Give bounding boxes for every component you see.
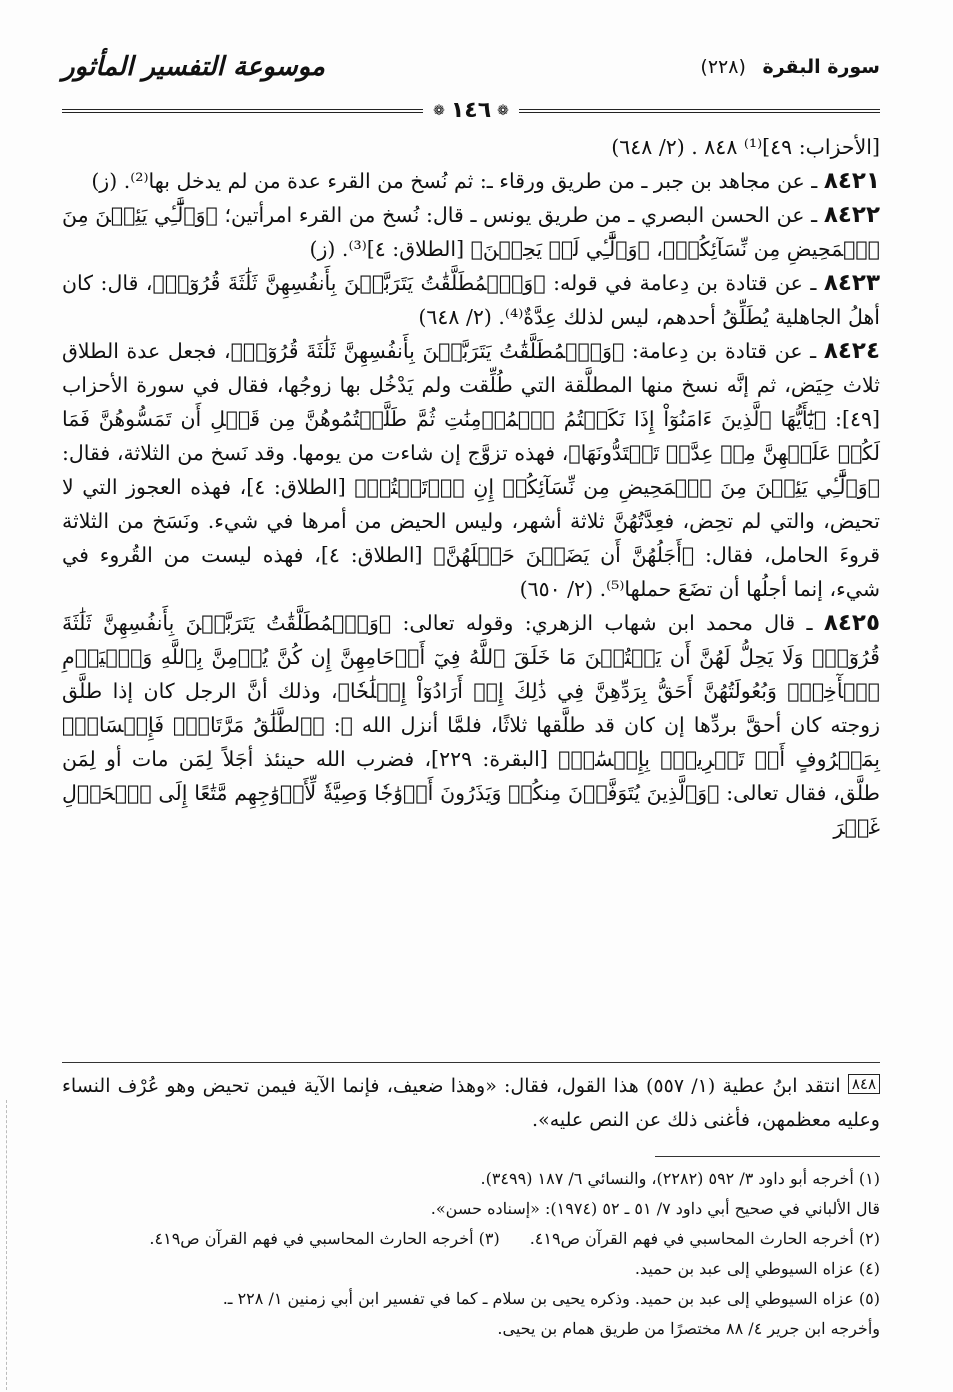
page-number-box	[423, 98, 519, 123]
footnote-5-cont: وأخرجه ابن جرير ٤/ ٨٨ مختصرًا من طريق همام بن يحيى.	[497, 1319, 880, 1338]
entry-number: ٨٤٢٣	[823, 270, 880, 296]
entry-text: ـ قال محمد ابن شهاب الزهري: وقوله تعالى: ﴿وَٱلۡمُطَلَّقَٰتُ يَتَرَبَّصۡنَ بِأَنفُسِهِنَّ ثَلَٰثَةَ قُرُوٓءٖۚ وَلَا يَحِلُّ لَهُنَّ أَن يَكۡتُمۡنَ مَا خَلَقَ ٱللَّهُ فِيٓ أَرۡحَامِهِنَّ إِن كُنَّ يُؤۡمِنَّ بِٱللَّهِ وَٱلۡيَوۡمِ ٱلۡأٓخِرِۚ وَبُعُولَتُهُنَّ أَحَقُّ بِرَدِّهِنَّ فِي ذَٰلِكَ إِنۡ أَرَادُوٓاْ إِصۡلَٰحٗا﴾، وذلك أنَّ الرجل كان إذا طلَّق زوجته كان أحقَّ بردِّها إن كان قد طلَّقها ثلاثًا، فلمَّا أنزل الله ﷻ: ﴿ٱلطَّلَٰقُ مَرَّتَانِۖ فَإِمۡسَاكُۢ بِمَعۡرُوفٍ أَوۡ تَسۡرِيحُۢ بِإِحۡسَٰنٖ﴾ [البقرة: ٢٢٩]، فضرب الله حينئذ أجَلاً لِمَن مات أو لِمَن طلَّق، فقال تعالى: ﴿وَٱلَّذِينَ يُتَوَفَّوۡنَ مِنكُمۡ وَيَذَرُونَ أَزۡوَٰجٗا وَصِيَّةٗ لِّأَزۡوَٰجِهِم مَّتَٰعًا إِلَى ٱلۡحَوۡلِ غَيۡرَ	[62, 611, 880, 839]
rule-line-left	[62, 109, 423, 113]
footnote-pair	[62, 1224, 880, 1254]
entry-number: ٨٤٢٤	[823, 338, 880, 364]
entry-8424	[62, 334, 880, 606]
scan-edge	[6, 1100, 8, 1390]
top-line: [الأحزاب: ٤٩]⁽¹⁾ ٨٤٨ . (٢/ ٦٤٨)	[611, 135, 880, 159]
page-number: ١٤٦	[450, 98, 492, 123]
entry-number: ٨٤٢١	[823, 168, 880, 194]
footnote-2: (٢) أخرجه الحارث المحاسبي في فهم القرآن ص٤١٩.	[529, 1229, 880, 1248]
footnote-rule	[655, 1156, 880, 1157]
entry-8421	[62, 164, 880, 198]
ornament-icon: ❁	[497, 102, 509, 119]
commentary-separator	[62, 1062, 880, 1063]
entry-8423	[62, 266, 880, 334]
surah-heading	[700, 56, 880, 78]
entry-8422	[62, 198, 880, 266]
rule-line-right	[519, 109, 880, 113]
footnote-3: (٣) أخرجه الحارث المحاسبي في فهم القرآن ص٤١٩.	[149, 1229, 500, 1248]
footnotes	[62, 1164, 880, 1344]
footnote-1-note: قال الألباني في صحيح أبي داود ٧/ ٥١ ـ ٥٢ (١٩٧٤): «إسناده حسن».	[430, 1199, 880, 1218]
entry-text: ـ عن قتادة بن دِعامة في قوله: ﴿وَٱلۡمُطَلَّقَٰتُ يَتَرَبَّصۡنَ بِأَنفُسِهِنَّ ثَلَٰثَةَ قُرُوٓءٖ﴾، قال: كان أهلُ الجاهلية يُطَلِّقُ أحدهم، ليس لذلك عِدَّةٌ⁽⁴⁾. (٢/ ٦٤٨)	[62, 271, 880, 329]
book-title: موسوعة التفسير المأثور	[62, 52, 325, 82]
footnote-1: (١) أخرجه أبو داود ٣/ ٥٩٢ (٢٢٨٢)، والنسائي ٦/ ١٨٧ (٣٤٩٩).	[480, 1169, 880, 1188]
main-text	[62, 130, 880, 844]
footnote-5: (٥) عزاه السيوطي إلى عبد بن حميد. وذكره يحيى بن سلام ـ كما في تفسير ابن أبي زمنين ١/ ٢٢٨ ـ.	[222, 1289, 880, 1308]
commentary-text: انتقد ابنُ عطية (١/ ٥٥٧) هذا القول، فقال: «وهذا ضعيف، فإنما الآية فيمن تحيض وهو عُرْف النساء وعليه معظمهن، فأغنى ذلك عن النص عليه».	[62, 1075, 880, 1131]
commentary-note	[62, 1054, 880, 1137]
entry-number: ٨٤٢٥	[823, 610, 880, 636]
running-header	[62, 52, 880, 92]
commentary-number: ٨٤٨	[848, 1074, 880, 1094]
entry-text: ـ عن مجاهد بن جبر ـ من طريق ورقاء ـ: ثم نُسخ من القرء عدة من لم يدخل بها⁽²⁾. (ز)	[91, 169, 818, 193]
verse-number: (٢٢٨)	[700, 56, 746, 78]
entry-8425	[62, 606, 880, 844]
entry-text: ـ عن الحسن البصري ـ من طريق يونس ـ قال: نُسخ من القرء امرأتين؛ ﴿وَٱلَّٰٓـِٔي يَئِسۡنَ مِنَ ٱلۡمَحِيضِ مِن نِّسَآئِكُمۡ﴾، ﴿وَٱلَّٰٓـِٔي لَمۡ يَحِضۡنَ﴾ [الطلاق: ٤]⁽³⁾. (ز)	[62, 203, 880, 261]
header-rule	[62, 98, 880, 123]
entry-text: ـ عن قتادة بن دِعامة: ﴿وَٱلۡمُطَلَّقَٰتُ يَتَرَبَّصۡنَ بِأَنفُسِهِنَّ ثَلَٰثَةَ قُرُوٓءٖ﴾، فجعل عدة الطلاق ثلاث حِيَض، ثم إنَّه نسخ منها المطلَّقة التي طُلِّقت ولم يَدْخُل بها زوجُها، فقال في سورة الأحزاب [٤٩]: ﴿يَٰٓأَيُّهَا ٱلَّذِينَ ءَامَنُوٓاْ إِذَا نَكَحۡتُمُ ٱلۡمُؤۡمِنَٰتِ ثُمَّ طَلَّقۡتُمُوهُنَّ مِن قَبۡلِ أَن تَمَسُّوهُنَّ فَمَا لَكُمۡ عَلَيۡهِنَّ مِنۡ عِدَّةٖ تَعۡتَدُّونَهَا﴾، فهذه تزوَّج إن شاءت من يومها. وقد نَسخ من الثلاثة، فقال: ﴿وَٱلَّٰٓـِٔي يَئِسۡنَ مِنَ ٱلۡمَحِيضِ مِن نِّسَآئِكُمۡ إِنِ ٱرۡتَبۡتُمۡ﴾ [الطلاق: ٤]، فهذه العجوز التي لا تحيض، والتي لم تحِض، فعِدَّتُهُنَّ ثلاثة أشهر، وليس الحيض من أمرها في شيء. ونَسَخ من الثلاثة قروءَ الحامل، فقال: ﴿أَجَلُهُنَّ أَن يَضَعۡنَ حَمۡلَهُنَّ﴾ [الطلاق: ٤]، فهذه ليست من القُروء في شيء، إنما أجلُها أن تضَعَ حملها⁽⁵⁾. (٢/ ٦٥٠)	[62, 339, 881, 601]
entry-number: ٨٤٢٢	[823, 202, 880, 228]
page	[62, 52, 881, 1338]
surah-name: سورة البقرة	[762, 56, 880, 78]
footnote-4: (٤) عزاه السيوطي إلى عبد بن حميد.	[634, 1259, 880, 1278]
ornament-icon: ❁	[433, 102, 445, 119]
